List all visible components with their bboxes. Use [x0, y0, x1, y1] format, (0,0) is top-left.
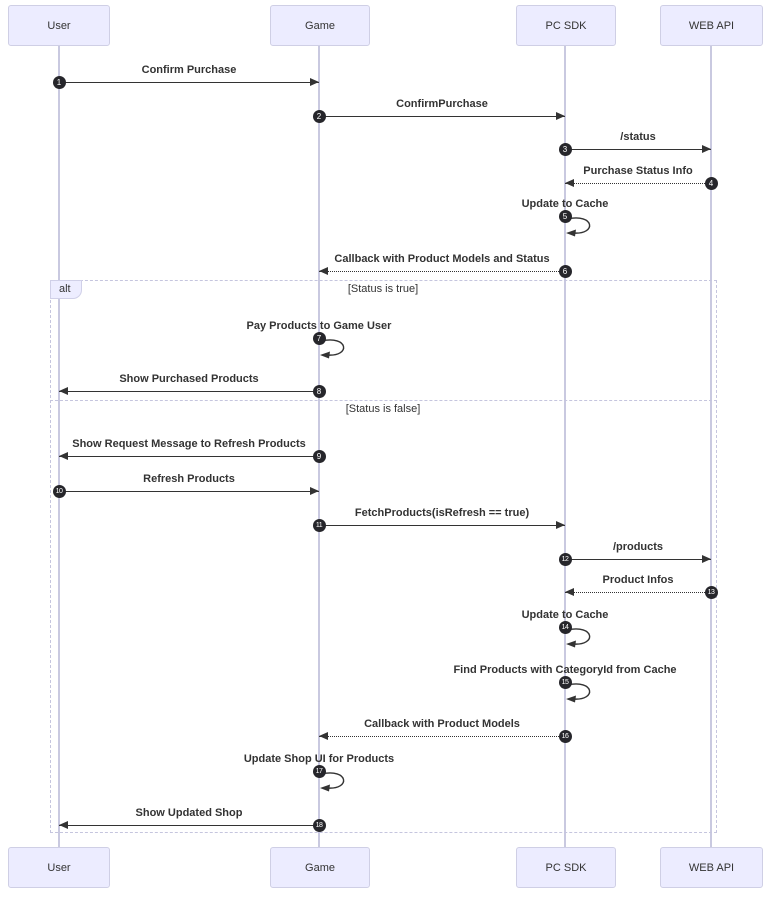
- arrowhead: [702, 145, 711, 153]
- actor-user-top: [8, 5, 110, 46]
- actor-label: User: [47, 861, 71, 874]
- actor-web-api-top: [660, 5, 763, 46]
- sequence-number: 12: [559, 553, 572, 566]
- message-label: Show Purchased Products: [119, 373, 259, 385]
- message-label: Pay Products to Game User: [246, 320, 392, 332]
- message-label: Show Updated Shop: [135, 807, 243, 819]
- sequence-number: 3: [559, 143, 572, 156]
- actor-label: Game: [305, 19, 335, 32]
- alt-frame-divider: [50, 400, 717, 401]
- message-line: [59, 82, 319, 83]
- message-label: Find Products with CategoryId from Cache: [453, 664, 677, 676]
- sequence-number: 6: [559, 265, 572, 278]
- message-label: /products: [612, 541, 664, 553]
- actor-game-bottom: [270, 847, 370, 888]
- message-label: Refresh Products: [143, 473, 235, 485]
- actor-label: WEB API: [688, 19, 735, 32]
- actor-label: PC SDK: [545, 19, 587, 32]
- message-line: [565, 592, 711, 593]
- message-line: [565, 183, 711, 184]
- actor-label: User: [47, 19, 71, 32]
- message-line: [319, 271, 565, 272]
- arrowhead: [310, 78, 319, 86]
- arrowhead: [556, 521, 565, 529]
- message-label: Update to Cache: [521, 609, 609, 621]
- message-label: Purchase Status Info: [583, 165, 693, 177]
- actor-label: Game: [305, 861, 335, 874]
- message-label: Update to Cache: [521, 198, 609, 210]
- arrowhead: [59, 452, 68, 460]
- message-line: [319, 736, 565, 737]
- arrowhead: [702, 555, 711, 563]
- actor-web-api-bottom: [660, 847, 763, 888]
- arrowhead: [59, 387, 68, 395]
- message-label: ConfirmPurchase: [396, 98, 488, 110]
- sequence-number: 10: [53, 485, 66, 498]
- sequence-number: 4: [705, 177, 718, 190]
- message-line: [565, 559, 711, 560]
- sequence-number: 13: [705, 586, 718, 599]
- sequence-number: 18: [313, 819, 326, 832]
- message-label: Callback with Product Models: [364, 718, 520, 730]
- sequence-number: 1: [53, 76, 66, 89]
- arrowhead: [565, 179, 574, 187]
- actor-user-bottom: [8, 847, 110, 888]
- message-line: [319, 116, 565, 117]
- message-label: Product Infos: [602, 574, 674, 586]
- alt-condition-true: [Status is true]: [347, 283, 419, 295]
- message-line: [59, 391, 319, 392]
- message-label: Confirm Purchase: [141, 64, 237, 76]
- sequence-number: 16: [559, 730, 572, 743]
- arrowhead: [59, 821, 68, 829]
- sequence-number: 5: [559, 210, 572, 223]
- actor-pc-sdk-bottom: [516, 847, 616, 888]
- arrowhead: [556, 112, 565, 120]
- message-label: FetchProducts(isRefresh == true): [354, 507, 530, 519]
- actor-game-top: [270, 5, 370, 46]
- sequence-number: 11: [313, 519, 326, 532]
- alt-frame-label: alt: [50, 280, 82, 299]
- arrowhead: [310, 487, 319, 495]
- message-label: Callback with Product Models and Status: [334, 253, 550, 265]
- message-line: [59, 825, 319, 826]
- sequence-number: 17: [313, 765, 326, 778]
- alt-frame: [50, 280, 717, 833]
- sequence-number: 9: [313, 450, 326, 463]
- message-label: /status: [620, 131, 656, 143]
- message-label: Show Request Message to Refresh Products: [72, 438, 306, 450]
- sequence-number: 8: [313, 385, 326, 398]
- message-line: [319, 525, 565, 526]
- arrowhead: [319, 267, 328, 275]
- actor-label: PC SDK: [545, 861, 587, 874]
- sequence-number: 2: [313, 110, 326, 123]
- actor-label: WEB API: [688, 861, 735, 874]
- arrowhead: [319, 732, 328, 740]
- actor-pc-sdk-top: [516, 5, 616, 46]
- message-line: [59, 456, 319, 457]
- message-line: [59, 491, 319, 492]
- sequence-number: 15: [559, 676, 572, 689]
- sequence-number: 7: [313, 332, 326, 345]
- alt-condition-false: [Status is false]: [345, 403, 421, 415]
- sequence-number: 14: [559, 621, 572, 634]
- message-label: Update Shop UI for Products: [243, 753, 395, 765]
- arrowhead: [565, 588, 574, 596]
- message-line: [565, 149, 711, 150]
